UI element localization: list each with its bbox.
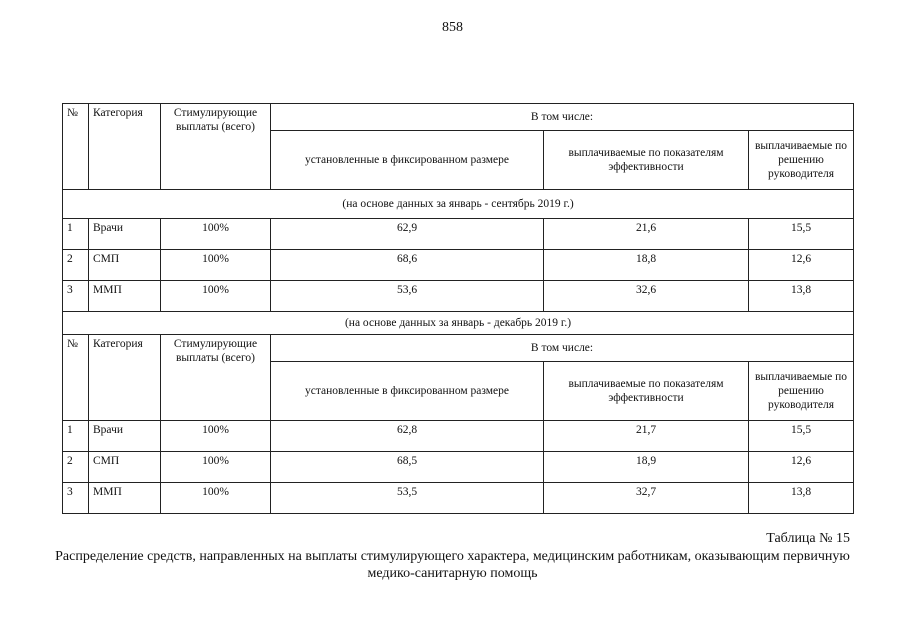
row-fixed: 68,5 bbox=[271, 452, 544, 483]
header-total: Стимулирующие выплаты (всего) bbox=[161, 104, 271, 190]
table-row bbox=[63, 219, 854, 250]
header-num: № bbox=[63, 104, 89, 190]
row-category: ММП bbox=[89, 281, 161, 312]
period2-note: (на основе данных за январь - декабрь 2019 г.) bbox=[63, 312, 854, 335]
table-caption-label: Таблица № 15 bbox=[766, 531, 850, 546]
row-performance: 21,6 bbox=[544, 219, 749, 250]
row-total: 100% bbox=[161, 483, 271, 514]
row-performance: 18,9 bbox=[544, 452, 749, 483]
period1-note: (на основе данных за январь - сентябрь 2019 г.) bbox=[63, 190, 854, 219]
header-head-decision: выплачиваемые по решению руководителя bbox=[749, 362, 854, 421]
header-category: Категория bbox=[89, 335, 161, 421]
header-total: Стимулирующие выплаты (всего) bbox=[161, 335, 271, 421]
row-total: 100% bbox=[161, 452, 271, 483]
header-fixed: установленные в фиксированном размере bbox=[271, 131, 544, 190]
row-performance: 21,7 bbox=[544, 421, 749, 452]
row-num: 1 bbox=[63, 219, 89, 250]
page-number: 858 bbox=[442, 20, 463, 35]
row-fixed: 62,8 bbox=[271, 421, 544, 452]
header-fixed: установленные в фиксированном размере bbox=[271, 362, 544, 421]
row-total: 100% bbox=[161, 219, 271, 250]
row-total: 100% bbox=[161, 421, 271, 452]
row-num: 2 bbox=[63, 250, 89, 281]
header-performance: выплачиваемые по показателям эффективности bbox=[544, 362, 749, 421]
row-category: Врачи bbox=[89, 219, 161, 250]
header-performance: выплачиваемые по показателям эффективности bbox=[544, 131, 749, 190]
table-row bbox=[63, 421, 854, 452]
row-category: СМП bbox=[89, 250, 161, 281]
header-including: В том числе: bbox=[271, 335, 854, 362]
row-num: 2 bbox=[63, 452, 89, 483]
row-head: 15,5 bbox=[749, 421, 854, 452]
header-including: В том числе: bbox=[271, 104, 854, 131]
stimulus-distribution-table bbox=[62, 103, 854, 514]
table-row bbox=[63, 452, 854, 483]
row-head: 13,8 bbox=[749, 483, 854, 514]
header-category: Категория bbox=[89, 104, 161, 190]
row-performance: 18,8 bbox=[544, 250, 749, 281]
row-performance: 32,6 bbox=[544, 281, 749, 312]
row-head: 13,8 bbox=[749, 281, 854, 312]
row-head: 12,6 bbox=[749, 250, 854, 281]
row-fixed: 53,5 bbox=[271, 483, 544, 514]
table-caption-title: Распределение средств, направленных на выплаты стимулирующего характера, медицинским работникам, оказывающим первичную медико-санитарную помощь bbox=[55, 549, 850, 581]
row-num: 3 bbox=[63, 281, 89, 312]
row-fixed: 68,6 bbox=[271, 250, 544, 281]
header-num: № bbox=[63, 335, 89, 421]
row-category: Врачи bbox=[89, 421, 161, 452]
header-head-decision: выплачиваемые по решению руководителя bbox=[749, 131, 854, 190]
row-category: ММП bbox=[89, 483, 161, 514]
row-performance: 32,7 bbox=[544, 483, 749, 514]
table-row bbox=[63, 250, 854, 281]
row-fixed: 53,6 bbox=[271, 281, 544, 312]
row-head: 15,5 bbox=[749, 219, 854, 250]
table-row bbox=[63, 281, 854, 312]
table-row bbox=[63, 483, 854, 514]
row-num: 3 bbox=[63, 483, 89, 514]
row-fixed: 62,9 bbox=[271, 219, 544, 250]
row-total: 100% bbox=[161, 281, 271, 312]
row-head: 12,6 bbox=[749, 452, 854, 483]
row-category: СМП bbox=[89, 452, 161, 483]
row-num: 1 bbox=[63, 421, 89, 452]
row-total: 100% bbox=[161, 250, 271, 281]
